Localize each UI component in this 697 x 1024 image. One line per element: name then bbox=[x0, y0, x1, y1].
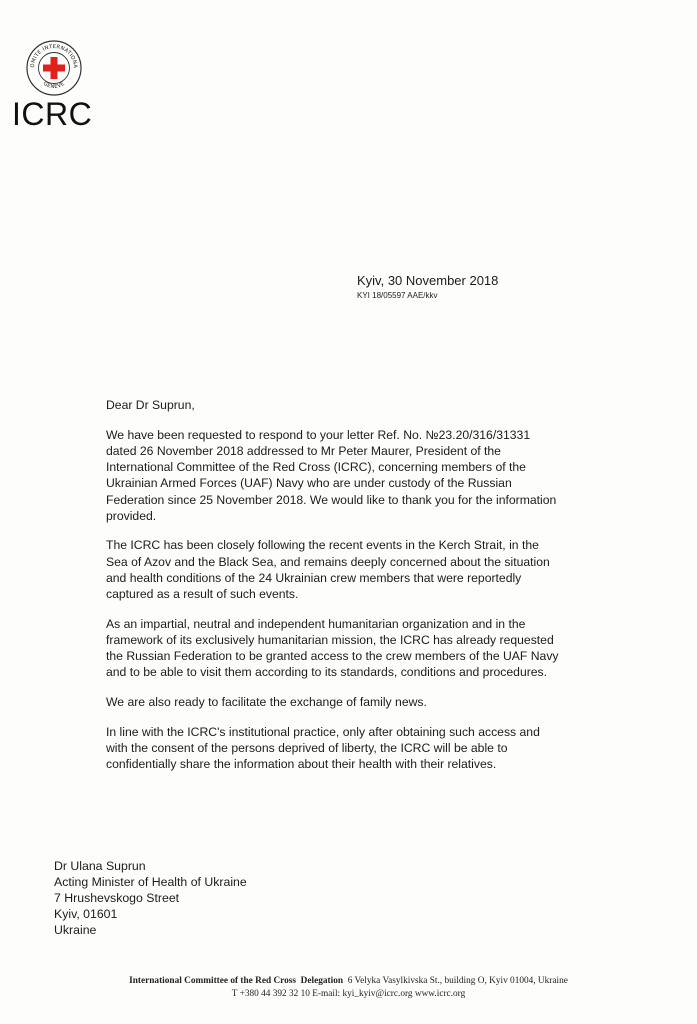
recipient-street: 7 Hrushevskogo Street bbox=[54, 891, 180, 905]
letter-body bbox=[106, 397, 626, 786]
paragraph-4 bbox=[106, 694, 626, 710]
text-line: The ICRC has been closely following the recent events in the Kerch Strait, in the bbox=[106, 538, 539, 553]
paragraph-3 bbox=[106, 616, 626, 681]
text-line: provided. bbox=[106, 508, 157, 523]
recipient-country: Ukraine bbox=[54, 923, 97, 937]
recipient-title: Acting Minister of Health of Ukraine bbox=[54, 875, 247, 889]
footer-org: International Committee of the Red Cross bbox=[129, 976, 297, 986]
red-cross-icon bbox=[43, 57, 65, 79]
organization-logo-text: ICRC bbox=[12, 96, 93, 132]
recipient-name: Dr Ulana Suprun bbox=[54, 859, 146, 873]
paragraph-5 bbox=[106, 724, 626, 773]
text-line: framework of its exclusively humanitarian mission, the ICRC has already requested bbox=[106, 632, 554, 647]
letter-footer bbox=[0, 975, 697, 1001]
paragraph-2 bbox=[106, 537, 626, 602]
text-line: dated 26 November 2018 addressed to Mr Peter Maurer, President of the bbox=[106, 443, 501, 458]
salutation: Dear Dr Suprun, bbox=[106, 398, 195, 412]
recipient-city: Kyiv, 01601 bbox=[54, 907, 118, 921]
recipient-address bbox=[54, 858, 247, 938]
svg-text:GENEVE: GENEVE bbox=[41, 80, 67, 91]
text-line: and to be able to visit them according to its standards, conditions and procedures. bbox=[106, 665, 548, 680]
text-line: We have been requested to respond to your letter Ref. No. №23.20/316/31331 bbox=[106, 427, 531, 442]
svg-text:COMITE INTERNATIONAL: OMITE INTERNATIONA bbox=[29, 43, 79, 69]
text-line: Federation since 25 November 2018. We would like to thank you for the information bbox=[106, 492, 557, 507]
footer-contacts: T +380 44 392 32 10 E-mail: kyi_kyiv@icrc.org www.icrc.org bbox=[231, 989, 466, 999]
text-line: International Committee of the Red Cross (ICRC), concerning members of the bbox=[106, 460, 526, 475]
letter-date: Kyiv, 30 November 2018 bbox=[357, 273, 499, 288]
footer-address-line bbox=[0, 975, 697, 988]
text-line: Ukrainian Armed Forces (UAF) Navy who are under custody of the Russian bbox=[106, 476, 512, 491]
text-line: confidentially share the information about their health with their relatives. bbox=[106, 757, 497, 772]
text-line: In line with the ICRC's institutional practice, only after obtaining such access and bbox=[106, 724, 540, 739]
paragraph-1 bbox=[106, 427, 626, 524]
text-line: and health conditions of the 24 Ukrainian crew members that were reportedly bbox=[106, 570, 522, 585]
icrc-emblem-icon bbox=[24, 38, 84, 98]
letter-reference: KYI 18/05597 AAE/kkv bbox=[357, 291, 438, 300]
footer-address: 6 Velyka Vasylkivska St., building O, Kyiv 01004, Ukraine bbox=[347, 976, 568, 986]
footer-delegation: Delegation bbox=[300, 976, 344, 986]
text-line: As an impartial, neutral and independent humanitarian organization and in the bbox=[106, 616, 526, 631]
text-line: the Russian Federation to be granted access to the crew members of the UAF Navy bbox=[106, 649, 559, 664]
text-line: We are also ready to facilitate the exchange of family news. bbox=[106, 695, 427, 710]
text-line: captured as a result of such events. bbox=[106, 587, 299, 602]
text-line: Sea of Azov and the Black Sea, and remains deeply concerned about the situation bbox=[106, 554, 550, 569]
text-line: with the consent of the persons deprived of liberty, the ICRC will be able to bbox=[106, 740, 508, 755]
